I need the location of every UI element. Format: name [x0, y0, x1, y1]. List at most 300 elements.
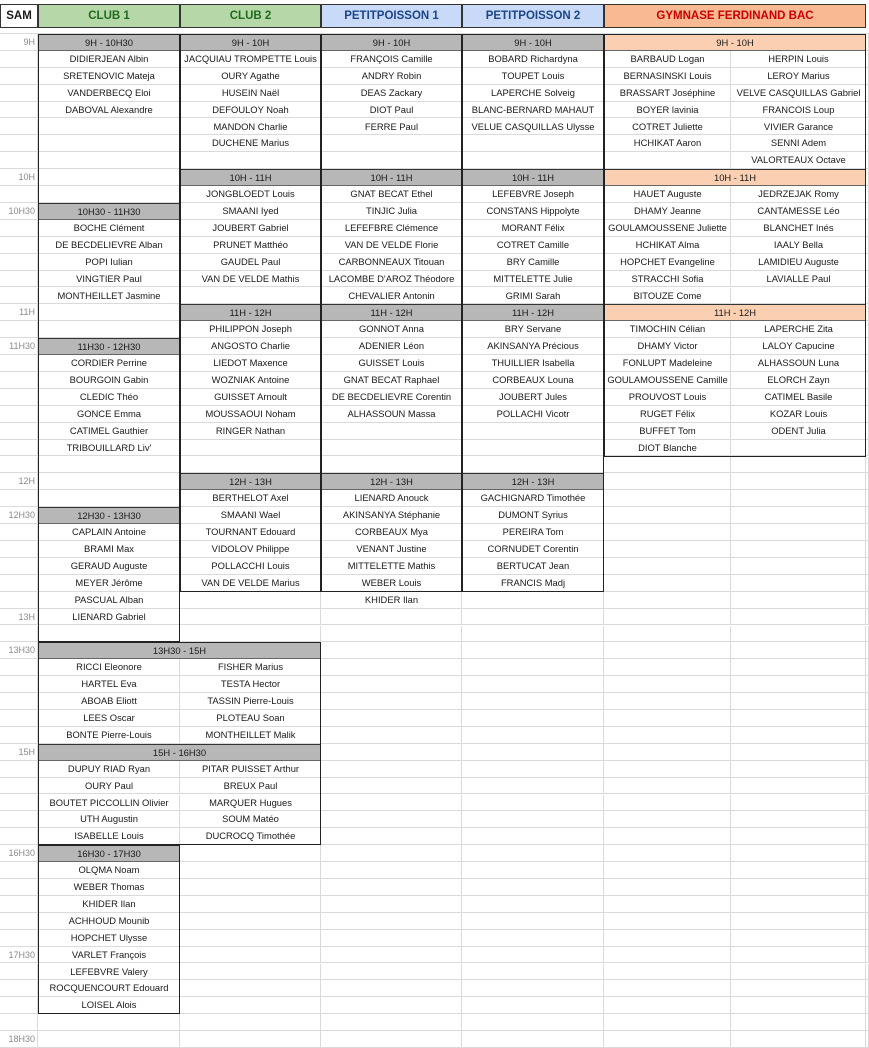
- petit2-participant[interactable]: THUILLIER Isabella: [491, 357, 575, 369]
- grid-cell[interactable]: [180, 609, 321, 626]
- grid-cell[interactable]: [321, 913, 462, 930]
- grid-cell[interactable]: [0, 490, 38, 507]
- grid-cell[interactable]: [604, 997, 731, 1014]
- gym-participant-right[interactable]: HERPIN Louis: [768, 52, 829, 64]
- grid-cell[interactable]: [0, 778, 38, 795]
- club1-participant[interactable]: GONCE Emma: [76, 407, 142, 419]
- club2-participant[interactable]: HUSEIN Naël: [221, 86, 280, 98]
- club1-participant[interactable]: VINGTIER Paul: [76, 272, 142, 284]
- club2-slot-header[interactable]: 10H - 11H: [180, 169, 321, 186]
- grid-cell[interactable]: [604, 676, 731, 693]
- club2-participant[interactable]: VAN DE VELDE Marius: [201, 576, 300, 588]
- grid-cell[interactable]: [180, 997, 321, 1014]
- grid-cell[interactable]: [731, 457, 866, 474]
- grid-cell[interactable]: [604, 930, 731, 947]
- club1-participant[interactable]: MEYER Jérôme: [75, 576, 143, 588]
- gym-participant-left[interactable]: PROUVOST Louis: [628, 390, 707, 402]
- petit2-participant[interactable]: MITTELETTE Julie: [493, 272, 573, 284]
- petit1-participant[interactable]: AKINSANYA Stéphanie: [342, 509, 441, 521]
- petit1-participant[interactable]: MITTELETTE Mathis: [347, 559, 436, 571]
- grid-cell[interactable]: [462, 930, 604, 947]
- grid-cell[interactable]: [0, 592, 38, 609]
- petit1-participant[interactable]: TINJIC Julia: [365, 205, 418, 216]
- grid-cell[interactable]: [462, 896, 604, 913]
- club2-participant[interactable]: JACQUIAU TROMPETTE Louis: [184, 52, 317, 64]
- club1-participant[interactable]: MONTHEILLET Jasmine: [57, 289, 161, 301]
- grid-cell[interactable]: [321, 795, 462, 812]
- petit1-participant[interactable]: ADENIER Léon: [358, 340, 425, 352]
- grid-cell[interactable]: [0, 676, 38, 693]
- grid-cell[interactable]: [604, 980, 731, 997]
- club1-participant[interactable]: DIDIERJEAN Albin: [69, 52, 149, 64]
- grid-cell[interactable]: [462, 642, 604, 659]
- gym-participant-left[interactable]: RUGET Félix: [639, 407, 696, 419]
- grid-cell[interactable]: [321, 693, 462, 710]
- grid-cell[interactable]: [0, 457, 38, 474]
- club1-participant[interactable]: BOCHE Clément: [73, 221, 145, 233]
- header-gymnase[interactable]: GYMNASE FERDINAND BAC: [604, 4, 866, 28]
- time-label[interactable]: 18H30: [8, 1034, 35, 1045]
- club2-participant[interactable]: DUCHENE Marius: [211, 137, 290, 149]
- grid-cell[interactable]: [462, 659, 604, 676]
- grid-cell[interactable]: [604, 693, 731, 710]
- time-label[interactable]: 12H30: [8, 510, 35, 521]
- petit1-participant[interactable]: FERRE Paul: [364, 120, 419, 132]
- grid-cell[interactable]: [0, 862, 38, 879]
- grid-cell[interactable]: [0, 727, 38, 744]
- header-sam[interactable]: SAM: [0, 4, 38, 28]
- grid-cell[interactable]: [38, 1031, 180, 1048]
- header-club1[interactable]: CLUB 1: [38, 4, 180, 28]
- grid-cell[interactable]: [604, 457, 731, 474]
- grid-cell[interactable]: [0, 372, 38, 389]
- club2-participant[interactable]: SMAANI Iyed: [222, 205, 279, 216]
- club2-participant[interactable]: PHILIPPON Joseph: [209, 323, 292, 335]
- grid-cell[interactable]: [731, 524, 866, 541]
- petit1-participant[interactable]: DE BECDELIEVRE Corentin: [331, 390, 452, 402]
- grid-cell[interactable]: [38, 119, 180, 136]
- grid-cell[interactable]: [731, 930, 866, 947]
- grid-cell[interactable]: [321, 828, 462, 845]
- club2-participant[interactable]: VAN DE VELDE Mathis: [201, 272, 300, 284]
- grid-cell[interactable]: [0, 795, 38, 812]
- petit1-participant[interactable]: ANDRY Robin: [361, 69, 422, 81]
- gym-participant-left[interactable]: HCHIKAT Aaron: [633, 137, 702, 149]
- grid-cell[interactable]: [462, 727, 604, 744]
- gym-participant-right[interactable]: LAVIALLE Paul: [766, 272, 831, 284]
- gym-participant-right[interactable]: KOZAR Louis: [769, 407, 828, 419]
- gym-participant-right[interactable]: FRANCOIS Loup: [762, 103, 835, 115]
- petit2-participant[interactable]: PEREIRA Tom: [502, 526, 564, 538]
- petit1-participant[interactable]: DEAS Zackary: [360, 86, 423, 98]
- grid-cell[interactable]: [604, 811, 731, 828]
- grid-cell[interactable]: [462, 609, 604, 626]
- gym-participant-right[interactable]: VIVIER Garance: [763, 120, 834, 132]
- grid-cell[interactable]: [731, 440, 866, 457]
- gym-participant-left[interactable]: BRASSART Joséphine: [619, 86, 716, 98]
- grid-cell[interactable]: [462, 997, 604, 1014]
- club1-participant[interactable]: ROCQUENCOURT Edouard: [49, 982, 169, 994]
- grid-cell[interactable]: [604, 1014, 731, 1031]
- merged-slot-header[interactable]: 13H30 - 15H: [38, 642, 321, 659]
- club1-participant[interactable]: DUPUY RIAD Ryan: [67, 762, 151, 774]
- petit1-participant[interactable]: CORBEAUX Mya: [355, 526, 428, 538]
- grid-cell[interactable]: [462, 980, 604, 997]
- grid-cell[interactable]: [0, 693, 38, 710]
- grid-cell[interactable]: [180, 1014, 321, 1031]
- time-label[interactable]: 9H: [23, 37, 35, 47]
- grid-cell[interactable]: [462, 457, 604, 474]
- grid-cell[interactable]: [0, 997, 38, 1014]
- grid-cell[interactable]: [0, 102, 38, 119]
- grid-cell[interactable]: [731, 828, 866, 845]
- club2-participant[interactable]: BREUX Paul: [223, 779, 278, 791]
- gym-participant-right[interactable]: JEDRZEJAK Romy: [758, 188, 839, 200]
- grid-cell[interactable]: [731, 490, 866, 507]
- gym-participant-left[interactable]: COTRET Juliette: [632, 120, 703, 132]
- grid-cell[interactable]: [0, 659, 38, 676]
- grid-cell[interactable]: [604, 626, 731, 643]
- grid-cell[interactable]: [731, 761, 866, 778]
- gym-participant-left[interactable]: DHAMY Victor: [637, 340, 698, 352]
- club1-participant[interactable]: POPI Iulian: [85, 255, 133, 267]
- grid-cell[interactable]: [731, 811, 866, 828]
- gym-participant-right[interactable]: VALORTEAUX Octave: [751, 154, 846, 166]
- club1-participant[interactable]: BOUTET PICCOLLIN Olivier: [49, 796, 169, 808]
- grid-cell[interactable]: [321, 423, 462, 440]
- petit1-slot-header[interactable]: 12H - 13H: [321, 473, 462, 490]
- grid-cell[interactable]: [462, 135, 604, 152]
- grid-cell[interactable]: [731, 1014, 866, 1031]
- grid-cell[interactable]: [321, 135, 462, 152]
- club1-participant[interactable]: HARTEL Eva: [81, 678, 137, 690]
- grid-cell[interactable]: [321, 457, 462, 474]
- grid-cell[interactable]: [321, 727, 462, 744]
- grid-cell[interactable]: [0, 68, 38, 85]
- grid-cell[interactable]: [321, 1014, 462, 1031]
- grid-cell[interactable]: [38, 186, 180, 203]
- petit2-participant[interactable]: BRY Servane: [504, 323, 562, 335]
- club1-participant[interactable]: RICCI Eleonore: [76, 661, 142, 673]
- gym-participant-right[interactable]: BLANCHET Inés: [763, 221, 834, 233]
- gym-participant-right[interactable]: ODENT Julia: [771, 424, 826, 436]
- grid-cell[interactable]: [462, 761, 604, 778]
- grid-cell[interactable]: [462, 913, 604, 930]
- grid-cell[interactable]: [180, 457, 321, 474]
- grid-cell[interactable]: [0, 558, 38, 575]
- gym-participant-left[interactable]: HCHIKAT Alma: [635, 238, 700, 250]
- time-label[interactable]: 12H: [18, 476, 35, 487]
- club1-participant[interactable]: PASCUAL Alban: [74, 593, 144, 605]
- club1-participant[interactable]: ACHHOUD Mounib: [68, 914, 150, 926]
- grid-cell[interactable]: [462, 440, 604, 457]
- petit1-participant[interactable]: LEFEFBRE Clémence: [344, 221, 439, 233]
- header-club2[interactable]: CLUB 2: [180, 4, 321, 28]
- petit2-participant[interactable]: FRANCIS Madj: [500, 576, 566, 588]
- grid-cell[interactable]: [321, 896, 462, 913]
- grid-cell[interactable]: [731, 592, 866, 609]
- grid-cell[interactable]: [0, 271, 38, 288]
- grid-cell[interactable]: [38, 490, 180, 507]
- grid-cell[interactable]: [731, 778, 866, 795]
- petit2-participant[interactable]: CORNUDET Corentin: [487, 543, 579, 554]
- club2-participant[interactable]: FISHER Marius: [217, 661, 284, 673]
- grid-cell[interactable]: [180, 930, 321, 947]
- club2-slot-header[interactable]: 9H - 10H: [180, 34, 321, 51]
- grid-cell[interactable]: [0, 913, 38, 930]
- club1-participant[interactable]: LEES Oscar: [83, 712, 135, 723]
- grid-cell[interactable]: [180, 1031, 321, 1048]
- club1-participant[interactable]: CORDIER Perrine: [70, 357, 148, 369]
- club1-participant[interactable]: LIENARD Gabriel: [72, 610, 146, 622]
- petit2-participant[interactable]: TOUPET Louis: [501, 69, 565, 81]
- grid-cell[interactable]: [0, 135, 38, 152]
- grid-cell[interactable]: [462, 676, 604, 693]
- grid-cell[interactable]: [462, 152, 604, 169]
- grid-cell[interactable]: [731, 744, 866, 761]
- petit2-participant[interactable]: BERTUCAT Jean: [496, 559, 570, 571]
- club2-participant[interactable]: JONGBLOEDT Louis: [206, 188, 295, 200]
- club1-slot-header[interactable]: 9H - 10H30: [38, 34, 180, 51]
- club2-participant[interactable]: MONTHEILLET Malik: [205, 728, 296, 740]
- grid-cell[interactable]: [604, 490, 731, 507]
- gym-participant-right[interactable]: ELORCH Zayn: [767, 374, 830, 385]
- club1-participant[interactable]: TRIBOUILLARD Liv': [66, 441, 152, 453]
- grid-cell[interactable]: [604, 828, 731, 845]
- gym-participant-right[interactable]: LALOY Capucine: [762, 340, 835, 352]
- grid-cell[interactable]: [38, 135, 180, 152]
- club2-participant[interactable]: LIEDOT Maxence: [213, 357, 288, 369]
- grid-cell[interactable]: [0, 440, 38, 457]
- grid-cell[interactable]: [604, 947, 731, 964]
- club2-participant[interactable]: SMAANI Wael: [220, 509, 281, 521]
- club1-participant[interactable]: UTH Augustin: [80, 813, 138, 825]
- grid-cell[interactable]: [462, 879, 604, 896]
- grid-cell[interactable]: [462, 811, 604, 828]
- grid-cell[interactable]: [321, 710, 462, 727]
- club1-participant[interactable]: BOURGOIN Gabin: [69, 374, 149, 385]
- club1-slot-header[interactable]: 16H30 - 17H30: [38, 845, 180, 862]
- club2-participant[interactable]: ANGOSTO Charlie: [210, 340, 290, 352]
- grid-cell[interactable]: [0, 541, 38, 558]
- grid-cell[interactable]: [462, 1014, 604, 1031]
- grid-cell[interactable]: [321, 440, 462, 457]
- grid-cell[interactable]: [604, 1031, 731, 1048]
- grid-cell[interactable]: [604, 558, 731, 575]
- club1-slot-header[interactable]: 11H30 - 12H30: [38, 338, 180, 355]
- gym-participant-left[interactable]: FONLUPT Madeleine: [622, 357, 713, 369]
- grid-cell[interactable]: [462, 626, 604, 643]
- club1-participant[interactable]: VANDERBECQ Eloi: [67, 86, 151, 98]
- grid-cell[interactable]: [0, 85, 38, 102]
- grid-cell[interactable]: [731, 896, 866, 913]
- petit2-participant[interactable]: BRY Camille: [506, 255, 560, 267]
- grid-cell[interactable]: [604, 744, 731, 761]
- petit2-participant[interactable]: MORANT Félix: [501, 221, 565, 233]
- grid-cell[interactable]: [604, 642, 731, 659]
- club1-participant[interactable]: OLQMA Noam: [78, 864, 140, 876]
- grid-cell[interactable]: [0, 355, 38, 372]
- grid-cell[interactable]: [321, 642, 462, 659]
- club1-participant[interactable]: KHIDER Ilan: [82, 897, 136, 909]
- gym-participant-right[interactable]: CANTAMESSE Léo: [757, 205, 840, 216]
- grid-cell[interactable]: [0, 964, 38, 981]
- grid-cell[interactable]: [321, 609, 462, 626]
- grid-cell[interactable]: [604, 862, 731, 879]
- gym-participant-left[interactable]: BARBAUD Logan: [630, 52, 705, 64]
- petit2-slot-header[interactable]: 12H - 13H: [462, 473, 604, 490]
- grid-cell[interactable]: [0, 389, 38, 406]
- gym-participant-left[interactable]: DIOT Blanche: [638, 441, 697, 453]
- petit1-participant[interactable]: GNAT BECAT Ethel: [350, 188, 433, 200]
- grid-cell[interactable]: [321, 964, 462, 981]
- grid-cell[interactable]: [604, 845, 731, 862]
- grid-cell[interactable]: [462, 710, 604, 727]
- club1-participant[interactable]: CATIMEL Gauthier: [69, 424, 149, 436]
- grid-cell[interactable]: [731, 659, 866, 676]
- petit2-participant[interactable]: DUMONT Syrius: [498, 509, 568, 521]
- club1-slot-header[interactable]: 10H30 - 11H30: [38, 203, 180, 220]
- club2-participant[interactable]: VIDOLOV Philippe: [211, 543, 290, 554]
- petit1-participant[interactable]: GNAT BECAT Raphael: [343, 374, 440, 385]
- gym-slot-header[interactable]: 9H - 10H: [604, 34, 866, 51]
- petit1-slot-header[interactable]: 11H - 12H: [321, 304, 462, 321]
- gym-participant-right[interactable]: VELVE CASQUILLAS Gabriel: [736, 86, 861, 98]
- grid-cell[interactable]: [604, 795, 731, 812]
- grid-cell[interactable]: [462, 845, 604, 862]
- petit2-slot-header[interactable]: 9H - 10H: [462, 34, 604, 51]
- grid-cell[interactable]: [321, 811, 462, 828]
- grid-cell[interactable]: [0, 828, 38, 845]
- club1-participant[interactable]: DE BECDELIEVRE Alban: [55, 238, 163, 250]
- grid-cell[interactable]: [0, 980, 38, 997]
- grid-cell[interactable]: [180, 288, 321, 305]
- petit1-slot-header[interactable]: 9H - 10H: [321, 34, 462, 51]
- club2-participant[interactable]: OURY Agathe: [221, 69, 280, 81]
- club1-participant[interactable]: LOISEL Alois: [81, 999, 137, 1011]
- grid-cell[interactable]: [731, 541, 866, 558]
- petit1-participant[interactable]: LIENARD Anouck: [354, 492, 429, 504]
- grid-cell[interactable]: [604, 879, 731, 896]
- gym-participant-right[interactable]: SENNI Adem: [770, 137, 827, 149]
- grid-cell[interactable]: [0, 930, 38, 947]
- time-label[interactable]: 11H30: [9, 341, 35, 352]
- grid-cell[interactable]: [731, 997, 866, 1014]
- grid-cell[interactable]: [38, 169, 180, 186]
- club2-participant[interactable]: TASSIN Pierre-Louis: [207, 695, 294, 707]
- petit2-participant[interactable]: GRIMI Sarah: [505, 289, 561, 301]
- grid-cell[interactable]: [0, 254, 38, 271]
- club1-participant[interactable]: SRETENOVIC Mateja: [63, 69, 155, 81]
- grid-cell[interactable]: [180, 879, 321, 896]
- grid-cell[interactable]: [321, 761, 462, 778]
- club2-participant[interactable]: DUCROCQ Timothée: [205, 830, 296, 842]
- grid-cell[interactable]: [731, 609, 866, 626]
- grid-cell[interactable]: [0, 406, 38, 423]
- gym-participant-left[interactable]: BOYER lavinia: [636, 103, 699, 115]
- grid-cell[interactable]: [0, 220, 38, 237]
- grid-cell[interactable]: [321, 980, 462, 997]
- grid-cell[interactable]: [180, 152, 321, 169]
- club1-participant[interactable]: HOPCHET Ulysse: [70, 931, 148, 943]
- petit2-participant[interactable]: GACHIGNARD Timothée: [480, 492, 586, 504]
- grid-cell[interactable]: [321, 152, 462, 169]
- grid-cell[interactable]: [321, 879, 462, 896]
- grid-cell[interactable]: [731, 693, 866, 710]
- grid-cell[interactable]: [731, 980, 866, 997]
- club1-participant[interactable]: ABOAB Eliott: [81, 695, 137, 707]
- petit1-participant[interactable]: CHEVALIER Antonin: [348, 289, 435, 301]
- grid-cell[interactable]: [38, 304, 180, 321]
- gym-slot-header[interactable]: 11H - 12H: [604, 304, 866, 321]
- gym-participant-right[interactable]: LAPERCHE Zita: [764, 323, 833, 335]
- merged-slot-header[interactable]: 15H - 16H30: [38, 744, 321, 761]
- time-label[interactable]: 16H30: [8, 848, 35, 859]
- petit2-participant[interactable]: COTRET Camille: [496, 238, 570, 250]
- grid-cell[interactable]: [731, 879, 866, 896]
- grid-cell[interactable]: [321, 744, 462, 761]
- petit1-slot-header[interactable]: 10H - 11H: [321, 169, 462, 186]
- grid-cell[interactable]: [731, 288, 866, 305]
- grid-cell[interactable]: [38, 473, 180, 490]
- grid-cell[interactable]: [604, 778, 731, 795]
- petit1-participant[interactable]: VAN DE VELDE Florie: [344, 238, 439, 250]
- grid-cell[interactable]: [0, 811, 38, 828]
- petit2-slot-header[interactable]: 10H - 11H: [462, 169, 604, 186]
- club1-participant[interactable]: WEBER Thomas: [73, 881, 145, 892]
- grid-cell[interactable]: [0, 237, 38, 254]
- grid-cell[interactable]: [0, 524, 38, 541]
- time-label[interactable]: 15H: [18, 746, 35, 757]
- grid-cell[interactable]: [604, 152, 731, 169]
- club2-participant[interactable]: PLOTEAU Soan: [216, 712, 285, 723]
- gym-participant-right[interactable]: ALHASSOUN Luna: [757, 357, 840, 369]
- petit2-participant[interactable]: BOBARD Richardyna: [488, 52, 578, 64]
- grid-cell[interactable]: [731, 913, 866, 930]
- grid-cell[interactable]: [180, 896, 321, 913]
- club2-participant[interactable]: RINGER Nathan: [215, 424, 286, 436]
- grid-cell[interactable]: [180, 913, 321, 930]
- club1-participant[interactable]: BONTE Pierre-Louis: [66, 728, 152, 740]
- club1-slot-header[interactable]: 12H30 - 13H30: [38, 507, 180, 524]
- grid-cell[interactable]: [731, 676, 866, 693]
- grid-cell[interactable]: [38, 152, 180, 169]
- club2-participant[interactable]: TESTA Hector: [220, 678, 281, 690]
- petit1-participant[interactable]: ALHASSOUN Massa: [347, 407, 436, 419]
- petit2-participant[interactable]: AKINSANYA Précious: [487, 340, 579, 352]
- club2-participant[interactable]: DEFOULOY Noah: [212, 103, 289, 115]
- club1-participant[interactable]: GERAUD Auguste: [70, 559, 148, 571]
- petit1-participant[interactable]: KHIDER Ilan: [364, 593, 419, 605]
- club2-participant[interactable]: WOZNIAK Antoine: [211, 374, 290, 385]
- club1-participant[interactable]: LEFEBVRE Valery: [70, 965, 148, 977]
- grid-cell[interactable]: [0, 186, 38, 203]
- petit1-participant[interactable]: CARBONNEAUX Titouan: [338, 255, 445, 267]
- club2-slot-header[interactable]: 12H - 13H: [180, 473, 321, 490]
- petit2-participant[interactable]: POLLACHI Vicotr: [496, 407, 570, 419]
- grid-cell[interactable]: [180, 626, 321, 643]
- petit1-participant[interactable]: DIOT Paul: [369, 103, 414, 115]
- gym-participant-left[interactable]: BUFFET Tom: [639, 424, 696, 436]
- club2-participant[interactable]: PRUNET Matthéo: [213, 238, 288, 250]
- gym-participant-left[interactable]: BERNASINSKI Louis: [623, 69, 712, 81]
- gym-participant-left[interactable]: GOULAMOUSSENE Camille: [607, 374, 728, 385]
- gym-slot-header[interactable]: 10H - 11H: [604, 169, 866, 186]
- grid-cell[interactable]: [462, 1031, 604, 1048]
- grid-cell[interactable]: [604, 609, 731, 626]
- gym-participant-left[interactable]: HOPCHET Evangeline: [620, 255, 715, 267]
- grid-cell[interactable]: [321, 997, 462, 1014]
